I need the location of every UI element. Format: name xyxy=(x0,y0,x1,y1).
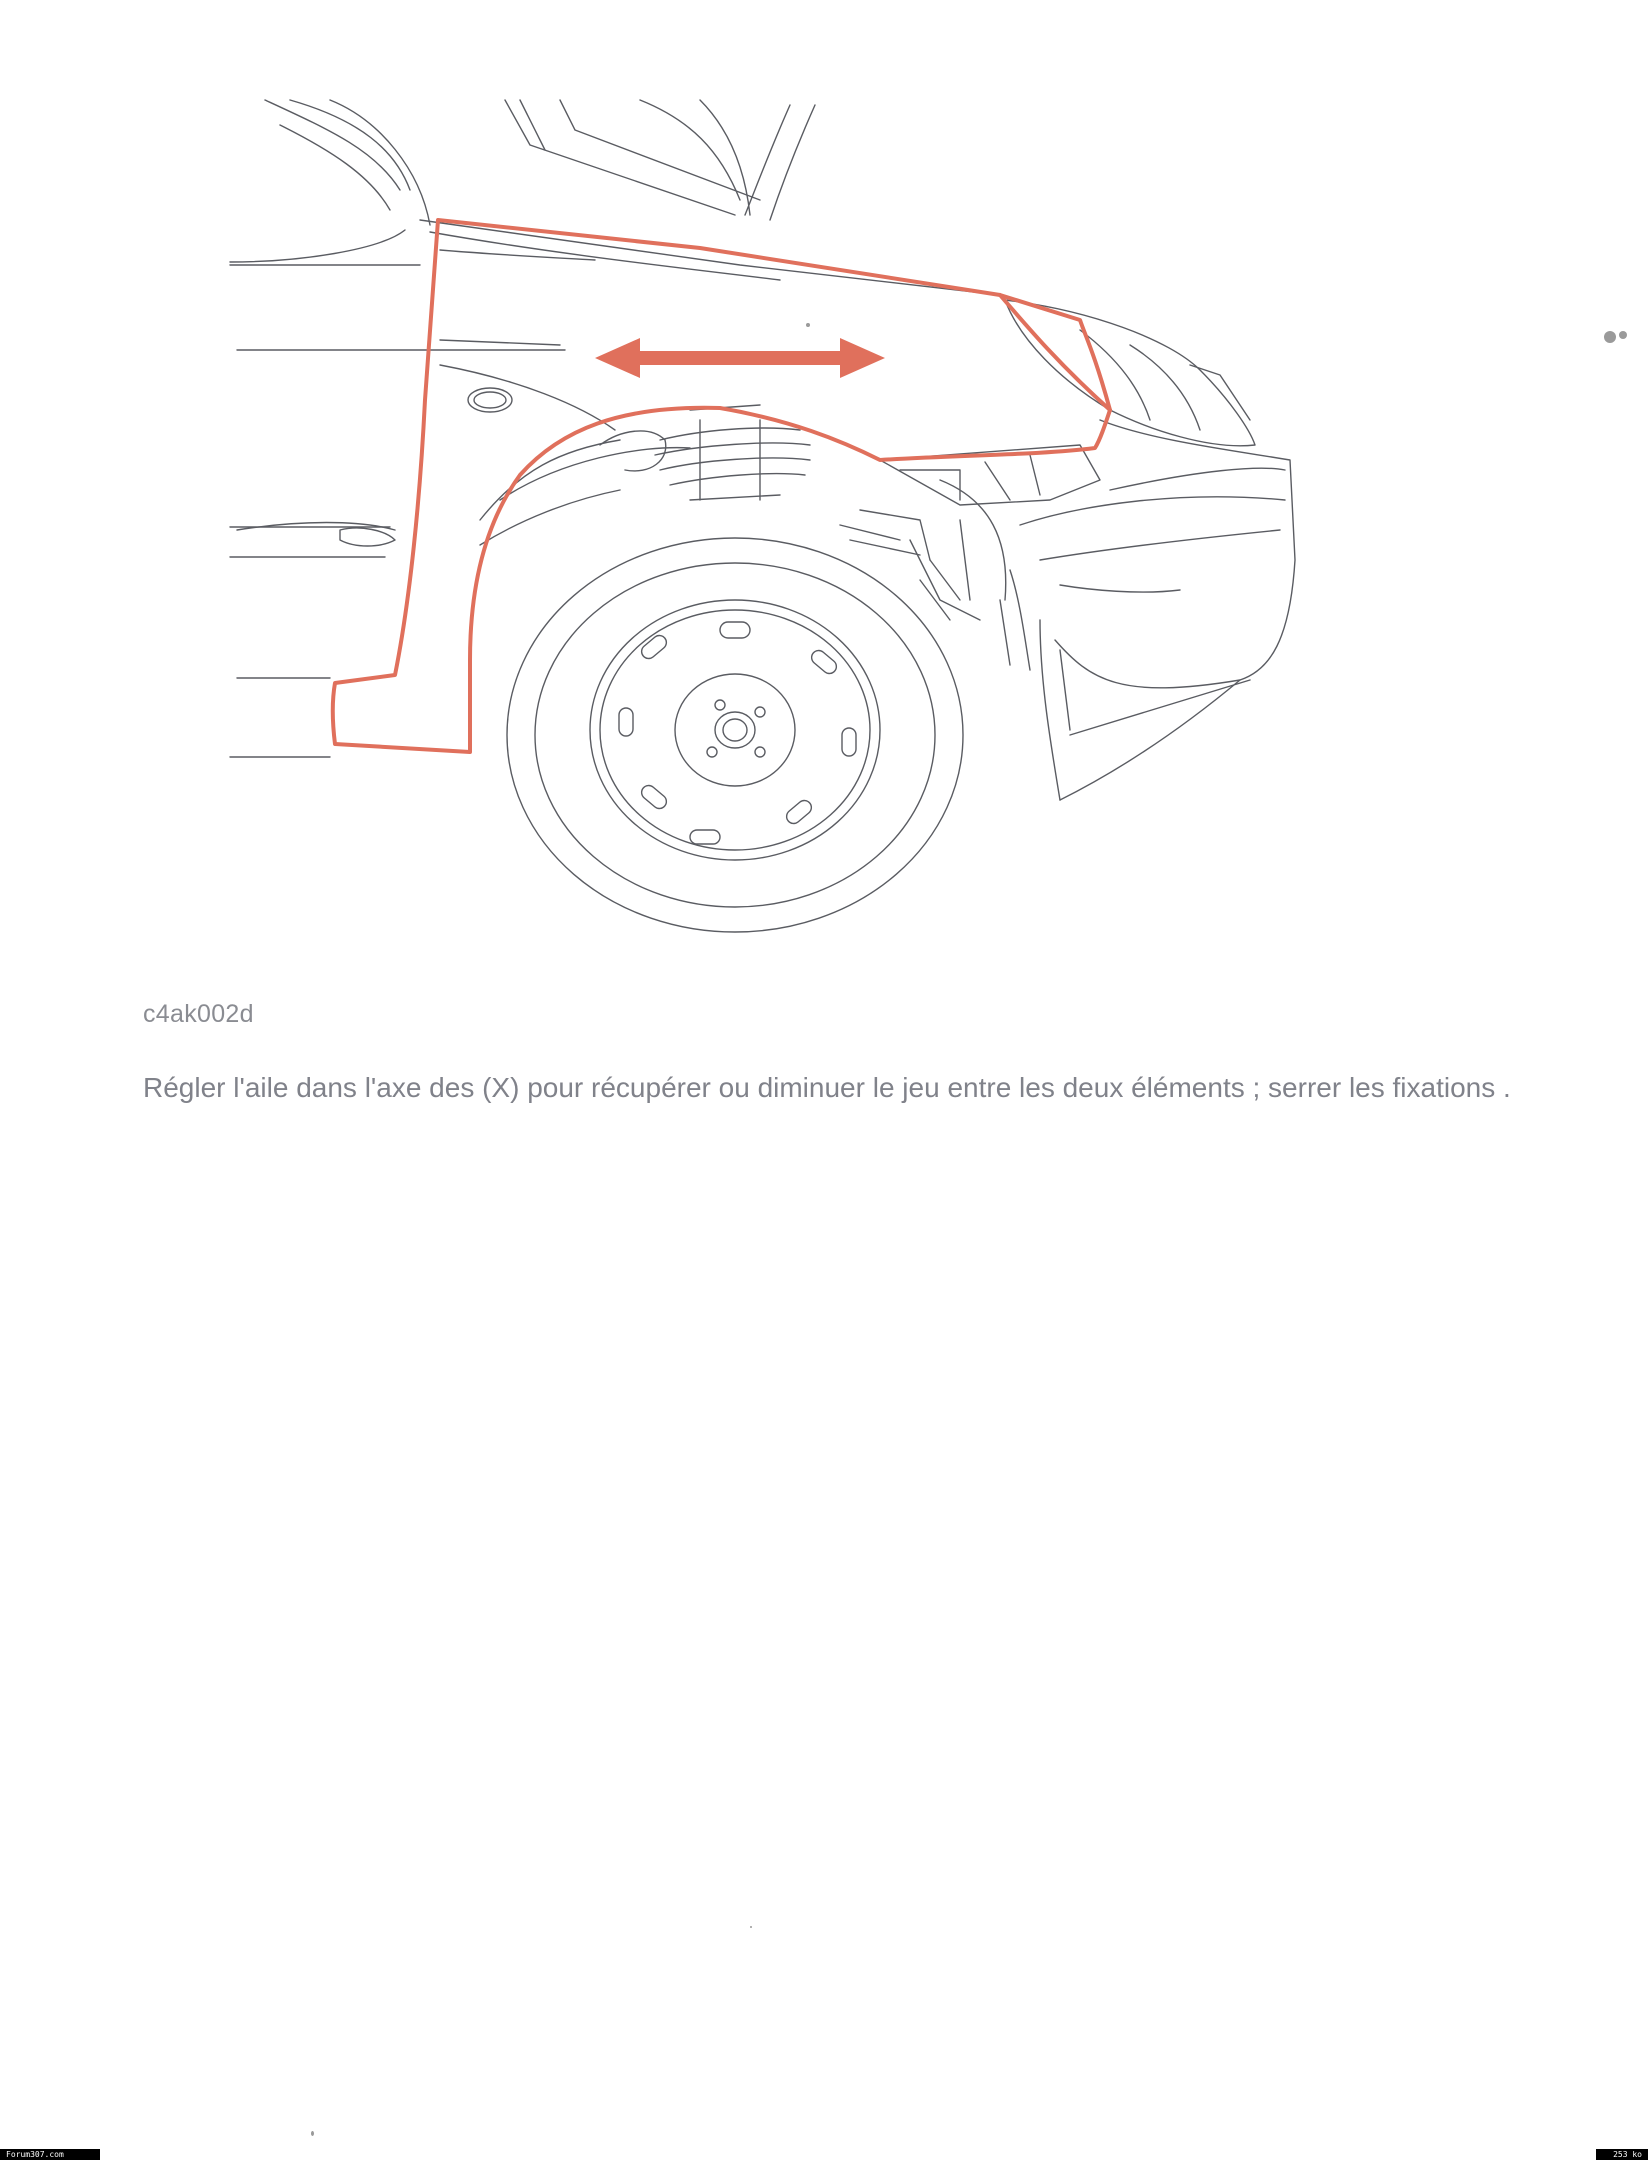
footer-site-label: Forum307.com xyxy=(0,2149,100,2160)
scan-speck-group xyxy=(804,323,1628,960)
footer-file-size: 253 ko xyxy=(1596,2149,1648,2160)
instruction-text: Régler l'aile dans l'axe des (X) pour récupérer ou diminuer le jeu entre les deux éléments ; serrer les fixations . xyxy=(143,1072,1511,1103)
car-line-drawing xyxy=(230,100,1295,932)
scan-speck xyxy=(750,1926,752,1928)
figure-caption: c4ak002d xyxy=(143,1000,254,1028)
fender-highlight-outline xyxy=(333,220,1110,752)
fender-adjustment-diagram xyxy=(0,0,1648,960)
double-headed-arrow-icon xyxy=(595,338,885,378)
scan-speck xyxy=(311,2131,314,2136)
